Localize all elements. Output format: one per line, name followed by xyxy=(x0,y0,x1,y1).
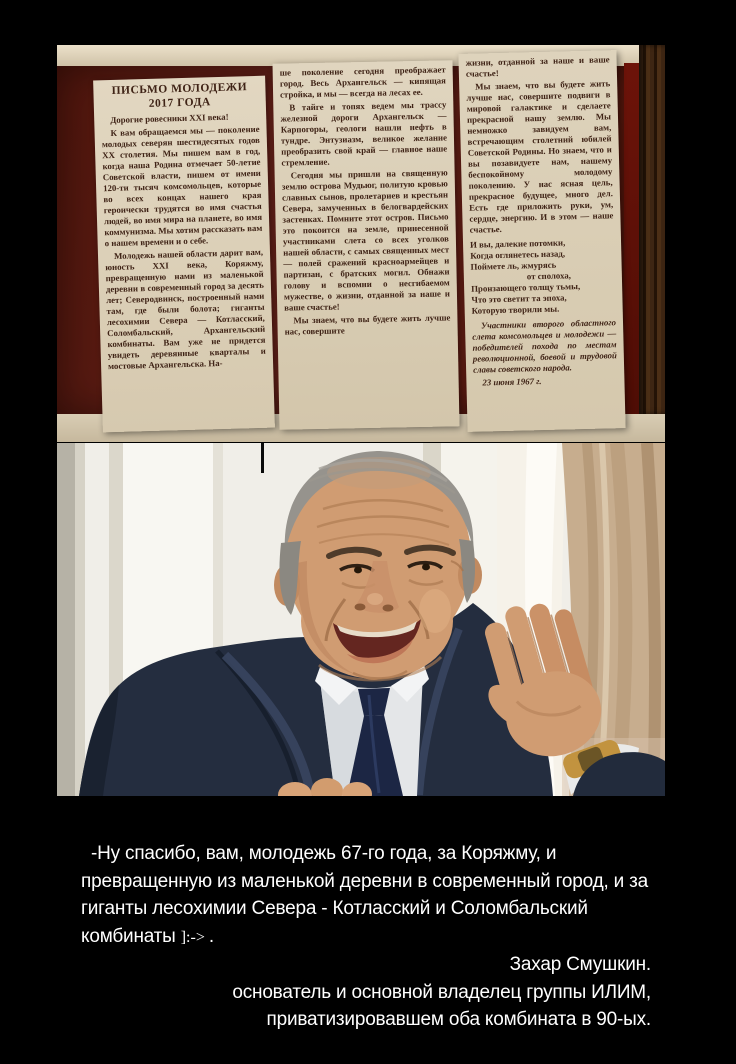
col1-paragraph-3: Молодежь нашей области дарит вам, юность XXI века, Коряжму, превращенную нами из маленькой деревни в современный город за десять лет; Северодвинск, построенный нами там, где были болота; гиганты лесохимии Севера — Котласский, Соломбальский, Архангельский комбинаты. Вам уже не придется увидеть деревянные кварталы и мостовые Архангельска. На- xyxy=(105,246,266,372)
newspaper-poem xyxy=(470,236,616,316)
page-red-border xyxy=(624,63,639,414)
pen-mark xyxy=(261,443,264,473)
poem-line: И вы, далекие потомки, xyxy=(469,237,566,250)
col1-paragraph-2: К вам обращаемся мы — поколение молодых северян шестидесятых годов XX столетия. Мы пишем вам в год, когда наша Родина отмечает 50-летие Советской власти, пишем от имени 120-ти тысяч комсомольцев, которые во всех концах нашего края героически трудятся во имя счастья людей, во имя мира на планете, во имя коммунизма. Мы хотим рассказать вам о нашем времени и о себе. xyxy=(101,123,263,249)
caption-line-4 xyxy=(81,923,651,952)
poem-line: Поймете ль, жмурясь xyxy=(470,259,557,272)
newspaper-signature: Участники второго областного слета комсомольцев и молодежи — победителей похода по местам революционной, боевой и трудовой славы советского народа. xyxy=(472,317,617,375)
poem-line: Когда оглянетесь назад, xyxy=(470,248,566,261)
poem-line: Пронзающего толщу тьмы, xyxy=(471,281,581,294)
attribution-name: Захар Смушкин. xyxy=(509,954,651,975)
col2-paragraph-2: В тайге и топях ведем мы трассу железной дороги Архангельск — Карпогоры, геологи нашли нефть в тундре. Энтузиазм, великое желание преобразить свой край — главное наше стремление. xyxy=(280,99,448,168)
newspaper-column-2 xyxy=(273,60,460,429)
headline-line-1: ПИСЬМО МОЛОДЕЖИ xyxy=(111,81,248,97)
caption-line-2: превращенную из маленькой деревни в современный город, и за xyxy=(81,870,649,892)
headline-line-2: 2017 ГОДА xyxy=(148,95,211,110)
portrait-photo xyxy=(57,443,665,796)
caption-line-3: гиганты лесохимии Севера - Котласский и Соломбальский xyxy=(81,898,588,919)
attribution-role: основатель и основной владелец группы ИЛИМ, xyxy=(232,981,651,1003)
caption-line-1: -Ну спасибо, вам, молодежь 67-го года, за Коряжму, и xyxy=(91,843,557,864)
emoticon: ]:-> xyxy=(180,928,209,946)
newspaper-date: 23 июня 1967 г. xyxy=(482,376,542,388)
wood-cover-edge xyxy=(639,45,665,414)
newspaper-column-3 xyxy=(458,50,625,432)
newspaper-photo xyxy=(57,45,665,442)
newspaper-column-1 xyxy=(93,76,275,433)
col3-paragraph-2: Мы знаем, что вы будете жить лучше нас, совершите подвиги в мировой галактике и сделаете прекрасной нашу землю. Мы немножко завидуем вам, встречающим столетний юбилей Советской Родины. Но знаем, что и вы позавидуете нам, нашему беспокойному молодому поколению. У нас ясная цель, прекрасное будущее, много дел. Есть где приложить руки, ум, сердце, энергию. И в этом — наше счастье. xyxy=(466,78,614,235)
caption-block xyxy=(81,840,651,1034)
caption-line-4-period: . xyxy=(208,925,214,947)
col2-paragraph-3: Сегодня мы пришли на священную землю острова Мудьюг, политую кровью славных сынов, пролетариев и крестьян Севера, замученных в белогвардейских застенках. Помните этот остров. Письмо это покоится на земле, принесенной участниками слета со всех уголков нашей области, с самых священных мест — полей сражений красноармейцев и партизан, с братских могил. Обнажи голову и вспомни о несгибаемом мужестве, о жизни, отданной за наше и ваше счастье! xyxy=(281,167,451,313)
attribution-note: приватизировавшем оба комбината в 90-ых. xyxy=(266,1009,651,1030)
col1-paragraph-1: Дорогие ровесники XXI века! xyxy=(110,111,229,126)
col2-paragraph-1: ше поколение сегодня преображает город. Весь Архангельск — кипящая стройка, и мы — всегда на лесах ее. xyxy=(279,64,446,100)
portrait-illustration xyxy=(57,443,665,796)
poem-line: Что это светит та эпоха, xyxy=(471,292,567,305)
poem-line: Которую творили мы. xyxy=(471,303,560,316)
poem-line: от сполоха, xyxy=(526,270,572,282)
newspaper-headline xyxy=(100,81,259,112)
col2-paragraph-4: Мы знаем, что вы будете жить лучше нас, совершите xyxy=(284,312,451,337)
caption-line-4-text: комбинаты xyxy=(81,925,181,947)
col3-paragraph-1: жизни, отданной за наше и ваше счастье! xyxy=(465,54,610,79)
